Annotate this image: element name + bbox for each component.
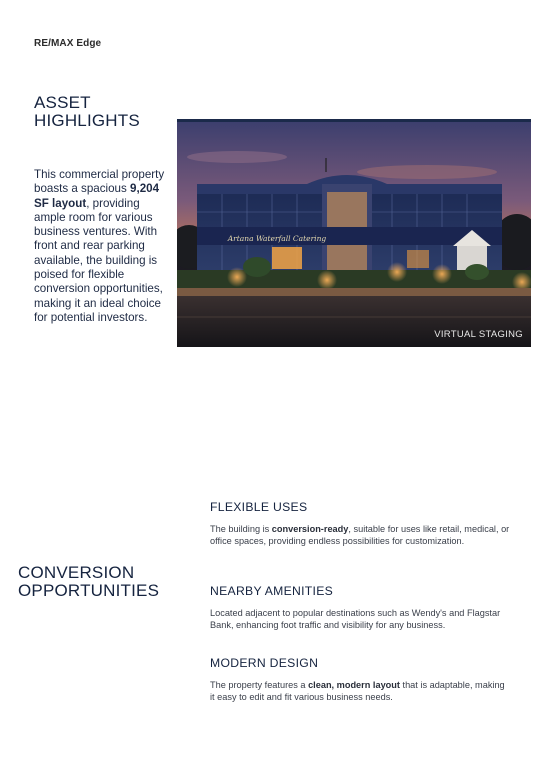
asset-highlights-heading (34, 94, 140, 130)
heading-line: CONVERSION (18, 563, 135, 582)
text-run-bold: conversion-ready (271, 524, 349, 534)
section-title: MODERN DESIGN (210, 656, 319, 670)
brand-name: RE/MAX Edge (34, 38, 102, 49)
text-run: The property features a (210, 680, 309, 690)
heading-line: HIGHLIGHTS (34, 111, 140, 130)
text-run: , providing ample room for various business ventures. With front and rear parking available, the building is poised for flexible conversion opportunities, making it an ideal choice for potential investors. (34, 196, 163, 324)
text-run: The building is (210, 524, 272, 534)
property-photo (177, 119, 531, 347)
text-run: that is adaptable, making it easy to edit and fit various business needs. (210, 680, 505, 702)
heading-line: OPPORTUNITIES (18, 581, 160, 600)
text-run-bold: 9,204 SF layout (34, 182, 160, 210)
section-flexible-uses (210, 500, 510, 547)
text-run: Located adjacent to popular destinations such as Wendy's and Flagstar Bank, enhancing foot traffic and visibility for any business. (210, 608, 501, 630)
section-modern-design (210, 656, 510, 703)
section-body (210, 523, 510, 547)
section-nearby-amenities (210, 584, 510, 631)
asset-description (34, 168, 166, 325)
building-sign: Artana Waterfall Catering (227, 234, 327, 243)
text-run-bold: clean, modern layout (308, 680, 400, 690)
section-body (210, 607, 510, 631)
building-illustration (177, 122, 531, 347)
text-run: This commercial property boasts a spacious (34, 168, 165, 196)
section-title: NEARBY AMENITIES (210, 584, 334, 598)
text-run: , suitable for uses like retail, medical, or office spaces, providing endless possibilities for customization. (210, 524, 510, 546)
section-body (210, 679, 510, 703)
section-title: FLEXIBLE USES (210, 500, 308, 514)
heading-line: ASSET (34, 93, 91, 112)
conversion-opportunities-heading (18, 564, 159, 600)
watermark-label: VIRTUAL STAGING (434, 329, 523, 340)
